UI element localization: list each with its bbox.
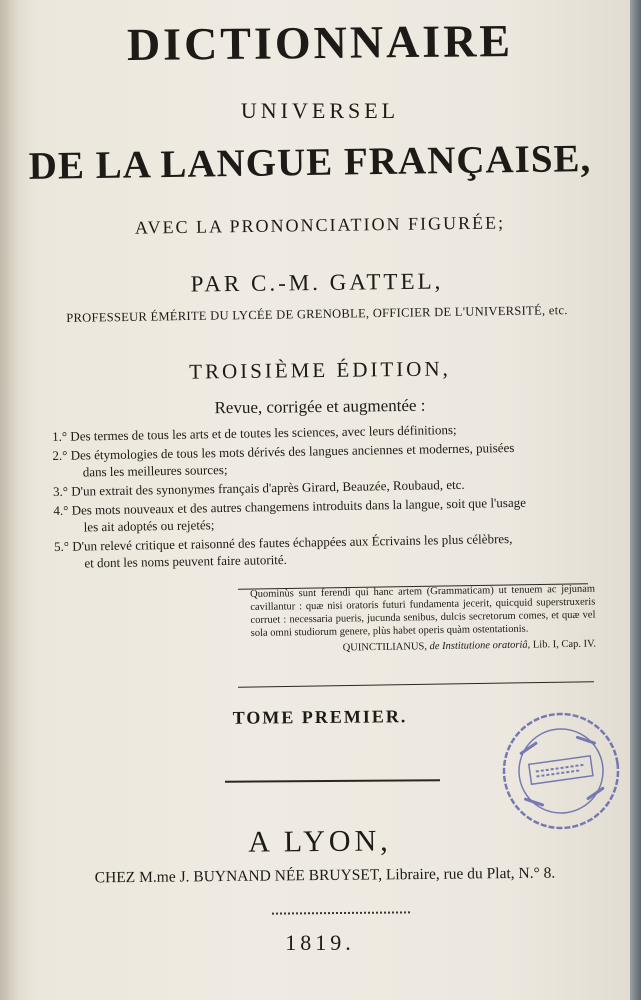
title-langue-francaise: DE LA LANGUE FRANÇAISE, <box>28 137 592 188</box>
title-universel: UNIVERSEL <box>240 98 400 123</box>
item-text: Des termes de tous les arts et de toutes les sciences, avec leurs définitions; <box>70 421 457 444</box>
epigraph-source <box>251 638 596 656</box>
item-number: 3.° <box>52 483 69 499</box>
item-continuation: et dont les noms peuvent faire autorité. <box>84 551 287 571</box>
contents-list <box>52 418 604 574</box>
edition: TROISIÈME ÉDITION, <box>189 356 451 384</box>
item-text: Des mots nouveaux et des autres changemens introduits dans la langue, soit que l'usage <box>71 494 527 518</box>
publisher: CHEZ M.me J. BUYNAND NÉE BRUYSET, Libraire, rue du Plat, N.° 8. <box>94 864 556 887</box>
item-text: Des étymologies de tous les mots dérivés des langues anciennes et modernes, puisées <box>70 439 515 463</box>
item-text: D'un relevé critique et raisonné des fautes échappées aux Écrivains les plus célèbres, <box>72 530 513 554</box>
volume-label: TOME PREMIER. <box>232 706 408 728</box>
ornament-rule <box>225 779 440 783</box>
book-spine-edge <box>630 0 641 1000</box>
place-of-publication: A LYON, <box>248 824 392 859</box>
epigraph-text: Quominùs sunt ferendi qui hanc artem (Grammaticam) ut tenuem ac jejunam cavillantur : quæ nisi oratoris futuri fundamenta jecerit, quicquid superstruxeris corruet : necessaria pueris, jucunda senibus, dulcis secretorum comes, et quæ vel sola omni studiorum genere, plùs habet operis quàm ostentationis. <box>250 583 596 639</box>
epigraph-work: de Institutione oratoriâ <box>429 639 528 653</box>
item-number: 4.° <box>53 502 69 518</box>
contents-item <box>54 528 605 572</box>
epigraph-bottom-rule <box>238 681 594 688</box>
library-stamp-icon <box>492 702 630 840</box>
epigraph-author: QUINCTILIANUS, <box>342 641 428 654</box>
author-titles: PROFESSEUR ÉMÉRITE DU LYCÉE DE GRENOBLE, OFFICIER DE L'UNIVERSITÉ, etc. <box>66 303 568 325</box>
author: PAR C.-M. GATTEL, <box>190 268 444 297</box>
item-number: 5.° <box>53 538 70 554</box>
title-dictionnaire: DICTIONNAIRE <box>126 14 514 71</box>
epigraph-reference: , Lib. I, Cap. IV. <box>527 638 597 651</box>
epigraph <box>250 583 596 656</box>
item-continuation: les ait adoptés ou rejetés; <box>83 517 215 535</box>
item-number: 2.° <box>52 447 68 463</box>
dotted-rule <box>272 911 410 914</box>
subtitle: AVEC LA PRONONCIATION FIGURÉE; <box>134 212 506 238</box>
item-text: D'un extrait des synonymes français d'après Girard, Beauzée, Roubaud, etc. <box>71 476 465 499</box>
publication-year: 1819. <box>285 930 355 955</box>
edition-note: Revue, corrigée et augmentée : <box>214 395 426 418</box>
item-continuation: dans les meilleures sources; <box>82 461 228 480</box>
item-number: 1.° <box>52 428 68 444</box>
